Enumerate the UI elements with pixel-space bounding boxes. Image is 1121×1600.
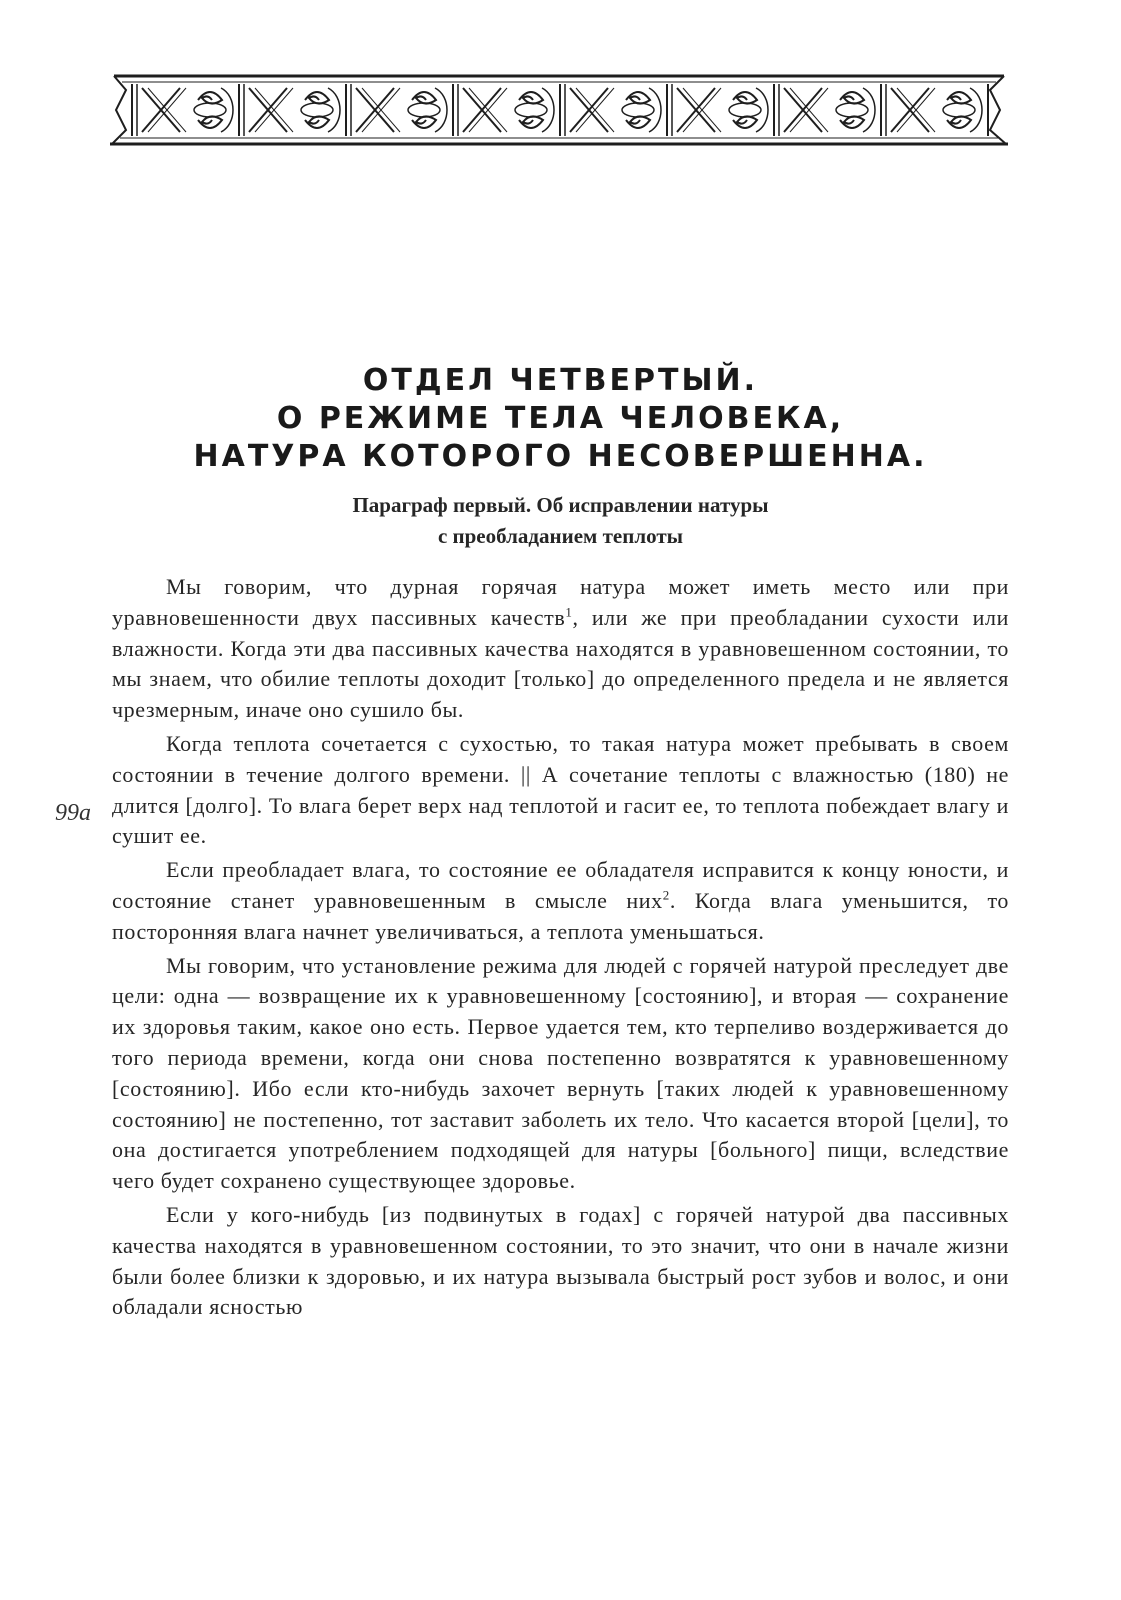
paragraph-title-line-2: с преобладанием теплоты: [437, 524, 684, 548]
footnote-marker: 2: [662, 887, 670, 903]
body-paragraph: [112, 855, 1009, 947]
body-paragraph: [112, 951, 1009, 1197]
paragraph-title: [0, 490, 1121, 552]
paragraph-title-line-1: Параграф первый. Об исправлении натуры: [352, 493, 769, 517]
ornamental-header-border: [108, 70, 1010, 150]
paragraph-text: Мы говорим, что дурная горячая натура может иметь место или при уравновешенности двух пассивных качеств: [112, 574, 1009, 630]
body-text: [112, 572, 1009, 1326]
footnote-marker: 1: [565, 604, 573, 620]
chapter-title-line-2: О РЕЖИМЕ ТЕЛА ЧЕЛОВЕКА,: [276, 401, 845, 436]
paragraph-text: Если преобладает влага, то состояние ее обладателя исправится к концу юности, и состояние станет уравновешенным в смысле них: [112, 857, 1009, 913]
body-paragraph: [112, 729, 1009, 852]
chapter-title-line-3: НАТУРА КОТОРОГО НЕСОВЕРШЕННА.: [193, 439, 928, 474]
chapter-heading: [0, 362, 1121, 552]
paragraph-text: Когда теплота сочетается с сухостью, то такая натура может пребывать в своем состоянии в течение долгого времени. || А сочетание теплоты с влажностью (180) не длится [долго]. То влага берет верх над теплотой и гасит ее, то теплота побеждает влагу и сушит ее.: [112, 730, 1009, 849]
margin-folio-note: 99a: [55, 800, 91, 826]
body-paragraph: [112, 1200, 1009, 1323]
paragraph-text: Если у кого-нибудь [из подвинутых в годах] с горячей натурой два пассивных качества находятся в уравновешенном состоянии, то это значит, что они в начале жизни были более близки к здоровью, и их натура вызывала быстрый рост зубов и волос, и они обладали ясностью: [112, 1201, 1009, 1320]
body-paragraph: [112, 572, 1009, 726]
paragraph-text: . Когда влага уменьшится, то посторонняя влага начнет увеличиваться, а теплота уменьшаться.: [112, 887, 1009, 944]
paragraph-text: , или же при преобладании сухости или влажности. Когда эти два пассивных качества находятся в уравновешенном состоянии, то мы знаем, что обилие теплоты доходит [только] до определенного предела и не является чрезмерным, иначе оно сушило бы.: [112, 604, 1010, 723]
chapter-title-line-1: ОТДЕЛ ЧЕТВЕРТЫЙ.: [362, 363, 759, 398]
paragraph-text: Мы говорим, что установление режима для людей с горячей натурой преследует две цели: одна — возвращение их к уравновешенному [состоянию], и вторая — сохранение их здоровья таким, какое оно есть. Первое удается тем, кто терпеливо воздерживается до того периода времени, когда они снова постепенно возвратятся к уравновешенному [состоянию]. Ибо если кто-нибудь захочет вернуть [таких людей к уравновешенному состоянию] не постепенно, тот заставит заболеть их тело. Что касается второй [цели], то она достигается употреблением подходящей для натуры [больного] пищи, вследствие чего будет сохранено существующее здоровье.: [112, 952, 1009, 1194]
